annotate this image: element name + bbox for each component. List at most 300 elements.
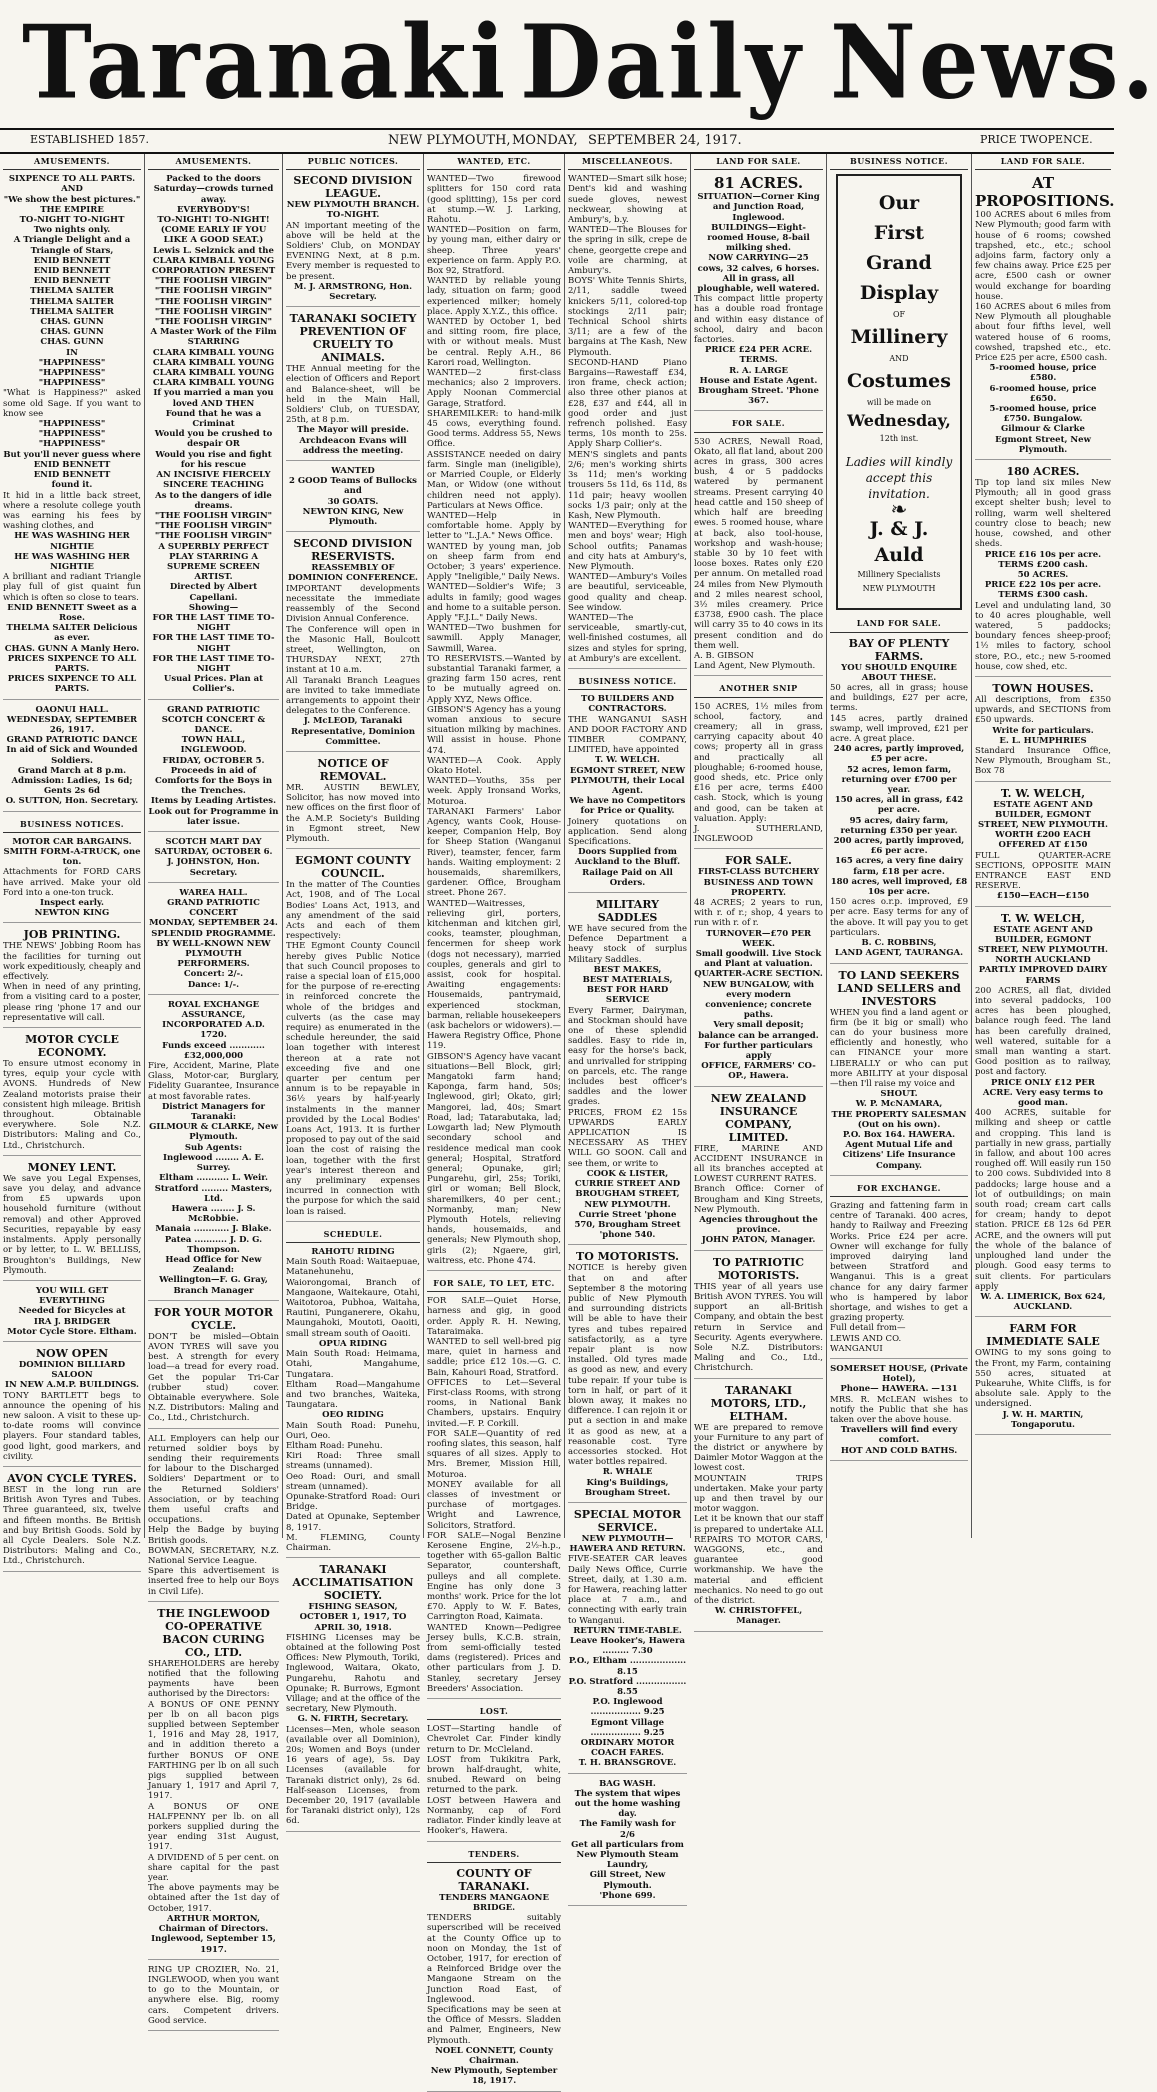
town-houses-ad <box>975 682 1111 782</box>
text-line: T. H. BRANSGROVE. <box>578 1758 677 1769</box>
motor-service-ad <box>568 1508 687 1774</box>
tenders-heading: TENDERS. <box>427 1847 561 1863</box>
text-line: King's Buildings, Brougham Street. <box>584 1477 671 1498</box>
text-line: ESTATE AGENT AND BUILDER, EGMONT STREET, NEW PLYMOUTH. <box>978 924 1108 955</box>
ad-line: OF <box>892 310 906 320</box>
text-line: Grand March at 8 p.m. <box>17 765 127 776</box>
text-line: FOR THE LAST TIME TO-NIGHT <box>152 653 275 674</box>
text-line: THELMA SALTER <box>30 286 114 297</box>
text-line: In the matter of The Counties Act, 1908, and of The Local Bodies' Loans Act, 1913, and any amendment of the said Acts and each of them respectively: <box>286 880 420 942</box>
text-line: "HAPPINESS" <box>38 378 106 389</box>
text-line: 48 ACRES; 2 years to run, with r. of r.; shop, 4 years to run with r. of r. <box>694 898 823 929</box>
text-line: M. FLEMING, County Chairman. <box>286 1532 420 1553</box>
text-line: Two nights only. <box>33 225 111 236</box>
text-line: Archdeacon Evans will address the meeting. <box>299 435 407 456</box>
text-line: TO LAND SEEKERS LAND SELLERS and INVESTORS <box>837 968 961 1008</box>
text-line: TO-NIGHT TO-NIGHT <box>19 215 125 226</box>
text-line: CHAS. GUNN A Manly Hero. <box>4 643 140 654</box>
text-line: BEST MATERIALS, <box>582 975 673 986</box>
text-line: The Conference will open in the Masonic Hall, Boulcott street, Wellington, on THURSDAY NEXT, 27th instant at 10 a.m. <box>286 624 420 676</box>
somerset-house-ad <box>830 1364 968 1461</box>
text-line: Tip top land six miles New Plymouth; all in good grass except shelter bush; level to rolling, warm well sheltered country close to beach; new house, cowshed, and other sheds. <box>975 478 1111 550</box>
text-line: G. N. FIRTH, Secretary. <box>297 1714 409 1725</box>
text-line: FOR SALE—Quiet Horse, harness and gig, in good order. Apply R. H. Newing, Tataraimaka. <box>427 1296 561 1337</box>
text-line: Usual Prices. Plan at Collier's. <box>163 674 264 695</box>
ad-line: Millinery <box>850 326 948 349</box>
text-line: LEWIS AND CO. <box>830 1333 902 1344</box>
text-line: Main South Road: Waitaepuae, Matanehunehu, Waiorongomai, Branch of Mangaone, Waitekaure, Otahi, Waitotoroa, Pubhoa, Waitaha, Rautini, Punganerere, Okahu, Maungahoki, Moutoti, Oaoiti, small stream south of Oaoiti. <box>286 1257 420 1339</box>
text-line: TO BUILDERS AND CONTRACTORS. <box>581 694 674 715</box>
text-line: "THE FOOLISH VIRGIN" <box>154 306 273 317</box>
place-name: NEW PLYMOUTH, <box>388 133 511 148</box>
text-line: All descriptions, from £350 upwards, and SECTIONS from £50 upwards. <box>975 694 1111 726</box>
text-line: ALL Employers can help our returned soldier boys by sending their requirements for labour to the Discharged Soldiers' Department or to the Returned Soldiers' Association, or by teaching them useful crafts and occupations. <box>148 1433 279 1526</box>
text-line: FOR THE LAST TIME TO-NIGHT <box>152 612 275 634</box>
builders-notice <box>568 694 687 893</box>
text-line: WHEN you find a land agent or firm (be it big or small) who can do your business more efficiently and honestly, who can FINANCE your more LIBERALLY or who can put more ABILITY at your disposal—then I'll raise my voice and <box>830 1007 968 1089</box>
text-line: PRICES, FROM £2 15s UPWARDS EARLY APPLICATION IS NECESSARY AS THEY WILL GO SOON. Call and see them, or write to <box>568 1107 687 1169</box>
text-line: A BONUS OF ONE HALFPENNY per lb. on all porkers supplied during the year ending 31st August, 1917. <box>148 1801 279 1853</box>
text-line: Head Office for New Zealand: <box>165 1254 262 1276</box>
text-line: WANTED—Waitresses, relieving girl, porters, kitchenman and kitchen girl, cooks, teamster, ploughman, fencermen for sheep work (dogs not necessary), married couples, generals and girl to assist, cook for hospital. Awaiting engagements: Housemaids, pantrymaid, experienced stockman, barman, reliable housekeepers (ask bachelors or widowers).—Hawera Registry Office, Phone 119. <box>427 898 561 1052</box>
text-line: WANTED—Everything for men and boys' wear; High School outfits; Panamas and city hats at Ambury's, New Plymouth. <box>568 521 687 572</box>
text-line: "HAPPINESS" <box>38 368 106 379</box>
text-line: 52 acres, lemon farm, returning over £700 per year. <box>841 764 957 796</box>
text-line: GILMOUR & CLARKE, New Plymouth. <box>149 1122 278 1143</box>
text-line: 100 ACRES about 6 miles from New Plymouth; good farm with house of 6 rooms; cowshed trapshed, etc., etc.; school adjoins farm, factory only a few chains away. Price £25 per acre, £500 cash or owner would exchange for boarding house. <box>975 210 1111 302</box>
text-line: NOTICE OF REMOVAL. <box>317 756 389 783</box>
text-line: Funds exceed ............ £32,000,000 <box>162 1040 265 1061</box>
text-line: Attachments for FORD CARS have arrived. Make your old Ford into a one-ton truck. <box>3 867 141 898</box>
text-line: AVON CYCLE TYRES. <box>7 1471 137 1485</box>
employers-notice <box>148 1434 279 1602</box>
dateline-bar <box>0 128 1114 154</box>
farm-sale-ad <box>975 1322 1111 1435</box>
text-line: Patea ........... J. D. G. Thompson. <box>164 1234 263 1255</box>
text-line: GRAND PATRIOTIC DANCE <box>6 735 138 746</box>
text-line: PRICE ONLY £12 PER ACRE. Very easy terms to good man. <box>982 1077 1104 1109</box>
ad-line: Ladies will kindly <box>845 455 953 470</box>
text-line: TO RESERVISTS.—Wanted by substantial Taranaki farmer, a grazing farm 150 acres, rent to be mutually agreed on. Apply XYZ, News Office. <box>427 653 561 705</box>
text-line: E. L. HUMPHRIES <box>999 735 1087 746</box>
text-line: THE PROPERTY SALESMAN (Out on his own). <box>831 1109 967 1130</box>
text-line: P.O., Eltham ................... 8.15 <box>568 1656 687 1677</box>
text-line: WAREA HALL. <box>179 887 248 898</box>
text-line: OPUA RIDING <box>319 1338 387 1349</box>
text-line: SHAREMILKER: to hand-milk 45 cows, everything found. Good terms. Address 55, News Office. <box>427 408 561 450</box>
text-line: Motor Cycle Store. Eltham. <box>7 1326 137 1337</box>
text-line: FIRST-CLASS BUTCHERY BUSINESS AND TOWN PROPERTY. <box>697 867 820 898</box>
text-line: OFFICES to Let—Several First-class Rooms, with strong rooms, in National Bank Chambers, upstairs. Enquiry invited.—F. P. Corkill. <box>427 1377 561 1429</box>
text-line: Items by Leading Artistes. <box>150 796 277 807</box>
ad-line: Display <box>859 282 939 305</box>
text-line: WANTED to sell well-bred pig mare, quiet in harness and saddle; price £12 10s.—G. C. Bain, Kahouri Road, Stratford. <box>427 1336 561 1378</box>
text-line: Spare this advertisement is inserted free to help our Boys in Civil Life). <box>148 1566 279 1597</box>
text-line: "HAPPINESS" <box>38 429 106 440</box>
text-line: ENID BENNETT <box>33 266 111 277</box>
text-line: CLARA KIMBALL YOUNG <box>152 368 275 379</box>
text-line: WANTED—Two firewood splitters for 150 cord rata (good splitting), 15s per cord at stump.—W. J. Larking, Rahotu. <box>427 174 561 226</box>
text-line: PRICES SIXPENCE TO ALL PARTS. <box>7 653 137 674</box>
text-line: Get all particulars from <box>571 1839 684 1850</box>
column-5 <box>565 154 691 1901</box>
scotch-concert-ad <box>148 705 279 832</box>
text-line: ARTHUR MORTON, Chairman of Directors. <box>158 1913 269 1935</box>
text-line: FIRE, MARINE AND ACCIDENT INSURANCE in all its branches accepted at LOWEST CURRENT RATES. <box>694 1143 823 1185</box>
text-line: This compact little property has a double road frontage and within easy distance of school, dairy and bacon factories. <box>694 294 823 346</box>
tender-notice <box>427 1867 561 2092</box>
text-line: 160 ACRES about 6 miles from New Plymouth all ploughable about four fifths level, well watered house of 6 rooms, cowshed, trapshed etc., etc. Price £25 per acre, £500 cash. <box>975 302 1111 364</box>
established-year: ESTABLISHED 1857. <box>30 133 149 146</box>
text-line: WANTED <box>331 466 375 477</box>
text-line: "HAPPINESS" <box>38 439 106 450</box>
text-line: RETURN TIME-TABLE. <box>573 1625 682 1636</box>
text-line: 6-roomed house, price £650. <box>989 383 1097 404</box>
text-line: 150 acres, all in grass, £42 per acre. <box>834 795 964 816</box>
text-line: WANTED Known—Pedigree Jersey bulls, K.C.B. strain, from semi-officially tested dams (registered). Prices and other particulars from J. D. Stanley, secretary Jersey Breeders' Association. <box>427 1622 561 1694</box>
text-line: TURNOVER—£70 PER WEEK. <box>705 928 812 949</box>
text-line: 81 ACRES. <box>713 174 804 193</box>
text-line: J. SUTHERLAND, INGLEWOOD <box>694 823 823 845</box>
text-line: £150—EACH—£150 <box>996 891 1090 902</box>
for-sale-heading: FOR SALE, TO LET, ETC. <box>427 1276 561 1292</box>
text-line: A Master Work of the Film <box>150 327 277 338</box>
column-heading: MISCELLANEOUS. <box>568 154 687 170</box>
text-line: BOYS' White Tennis Shirts, 2/11, saddle tweed knickers 5/11, colored-top stockings 2/11 pair; Technical School shirts 3/11; are a few of the bargains at The Kash, New Plymouth. <box>568 276 687 358</box>
text-line: FULL QUARTER-ACRE SECTIONS, OPPOSITE MAIN ENTRANCE EAST END RESERVE. <box>975 850 1111 892</box>
text-line: If you married a man you loved AND THEN <box>153 388 274 409</box>
another-snip-heading: ANOTHER SNIP <box>694 681 823 697</box>
text-line: RAHOTU RIDING <box>311 1247 395 1258</box>
81-acres-ad <box>694 174 823 411</box>
text-line: The Mayor will preside. <box>297 425 409 436</box>
text-line: JOHN PATON, Manager. <box>701 1235 816 1246</box>
text-line: "THE FOOLISH VIRGIN" <box>154 531 273 542</box>
text-line: Land Agent, New Plymouth. <box>694 661 816 672</box>
text-line: SECOND DIVISION LEAGUE. <box>293 174 413 201</box>
text-line: FOR SALE—Quantity of red roofing slates, this season, half squares of all sizes. Apply to Mrs. Bremer, Mission Hill, Moturoa. <box>427 1428 561 1480</box>
business-notices-heading: BUSINESS NOTICES. <box>3 817 141 833</box>
wanted-bullocks-ad <box>286 466 420 532</box>
text-line: Proceeds in aid of Comforts for the Boys in the Trenches. <box>154 765 273 797</box>
text-line: WORTH £200 EACH <box>995 830 1091 841</box>
text-line: Main South Road: Punehu, Ouri, Oeo. <box>286 1420 420 1441</box>
north-auckland-ad <box>975 912 1111 1318</box>
text-line: T. W. WELCH, <box>1000 911 1086 925</box>
text-line: A Triangle Delight and a Triangle of Stars, <box>13 235 131 256</box>
text-line: Manaia ............ J. Blake. <box>155 1224 272 1235</box>
masthead-title-daily: Daily <box>520 3 804 123</box>
text-line: New Plymouth Steam Laundry, <box>576 1850 679 1871</box>
text-line: IN NEW A.M.P. BUILDINGS. <box>4 1380 139 1391</box>
text-line: ENID BENNETT <box>33 276 111 287</box>
weekday: MONDAY, <box>512 133 578 148</box>
text-line: Dated at Opunake, September 8, 1917. <box>286 1512 420 1533</box>
empire-ad <box>3 174 141 699</box>
text-line: "THE FOOLISH VIRGIN" <box>154 296 273 307</box>
text-line: TO-NIGHT. <box>326 210 380 221</box>
text-line: FOR SALE. <box>725 854 792 868</box>
oaonui-dance-ad <box>3 705 141 812</box>
text-line: W. A. LIMERICK, Box 624, AUCKLAND. <box>980 1291 1106 1313</box>
text-line: W. P. McNAMARA, <box>855 1099 943 1110</box>
text-line: "THE FOOLISH VIRGIN" <box>154 276 273 287</box>
masthead <box>0 0 1157 128</box>
text-line: LAND AGENT, TAURANGA. <box>834 948 964 959</box>
text-line: TARANAKI SOCIETY PREVENTION OF CRUELTY TO ANIMALS. <box>289 312 417 365</box>
text-line: 180 acres, well improved, £8 10s per acre. <box>830 876 968 898</box>
text-line: BEST MAKES, <box>593 964 662 975</box>
text-line: YOU WILL GET EVERYTHING <box>35 1285 109 1307</box>
text-line: CLARA KIMBALL YOUNG <box>152 357 275 368</box>
text-line: Railage Paid on All Orders. <box>582 867 673 888</box>
text-line: Egmont Village ................. 9.25 <box>590 1717 665 1738</box>
text-line: SPLENDID PROGRAMME. <box>151 928 276 939</box>
text-line: NOW OPEN <box>35 1346 109 1360</box>
text-line: J. McLEOD, Taranaki Representative, Dominion Committee. <box>290 716 416 747</box>
text-line: SIXPENCE TO ALL PARTS. <box>8 174 136 185</box>
text-line: FOR SALE—Nogal Benzine Kerosene Engine, 2½-h.p., together with 65-gallon Baltic Separator, countershaft, pulleys and all complete. Engine has only done 3 months' work. Price for the lot £70. Apply to W. F. Bates, Carrington Road, Kaimata. <box>427 1530 561 1623</box>
text-line: M. J. ARMSTRONG, Hon. Secretary. <box>293 281 413 303</box>
text-line: WE are prepared to remove your Furniture to any part of the district or anywhere by Daimler Motor Waggon at the lowest cost. <box>694 1422 823 1474</box>
text-line: 5-roomed house, price £750. Bungalow. <box>989 404 1097 425</box>
text-line: WANTED—Smart silk hose; Dent's kid and washing suede gloves, newest neckwear, showing at Ambury's, b.y. <box>568 174 687 226</box>
warea-concert-ad <box>148 888 279 995</box>
column-2 <box>145 154 283 2026</box>
text-line: BAG WASH. <box>599 1778 656 1789</box>
text-line: House and Estate Agent. <box>699 375 818 386</box>
ad-line: AND <box>889 354 909 364</box>
text-line: HOT AND COLD BATHS. <box>840 1445 958 1456</box>
text-line: Level and undulating land, 30 to 40 acres ploughable, well watered, 5 paddocks; boundary fences sheep-proof; 1½ miles to factory, school store, P.O., etc.; new 5-roomed house, cow shed, etc. <box>975 600 1111 672</box>
text-line: SCOTCH MART DAY <box>165 837 262 847</box>
text-line: NEWTON KING, New Plymouth. <box>302 506 404 528</box>
text-line: THE NEWS' Jobbing Room has the facilities for turning out work expeditiously, cheaply and effectively. <box>3 941 141 983</box>
text-line: Eltham Road: Punehu. <box>286 1440 383 1451</box>
text-line: NEW PLYMOUTH—HAWERA AND RETURN. <box>569 1533 686 1555</box>
text-line: Inglewood, September 15, 1917. <box>151 1934 276 1955</box>
530-acres-ad <box>694 437 823 677</box>
text-line: WE have secured from the Defence Department a heavy stock of surplus Military Saddles. <box>568 924 687 965</box>
royal-exchange-ad <box>148 1000 279 1301</box>
text-line: 240 acres, partly improved, £5 per acre. <box>833 744 965 765</box>
text-line: Let it be known that our staff is prepared to undertake ALL REPAIRS TO MOTOR CARS, WAGGONS, etc., and guarantee good workmanship. We have the material and efficient mechanics. No need to go out of the district. <box>694 1514 823 1606</box>
ornament-icon: ❧ <box>890 497 908 522</box>
text-line: WANTED—Soldier's Wife; 3 adults in family; good wages and home to a suitable person. Apply "F.J.L." Daily News. <box>427 582 561 623</box>
text-line: MONEY available for all classes of investment or purchase of mortgages. Wright and Lawrence, Solicitors, Stratford. <box>427 1479 561 1531</box>
text-line: LOST—Starting handle of Chevrolet Car. Finder kindly return to Dr. McCleland. <box>427 1724 561 1755</box>
text-line: TARANAKI MOTORS, LTD., ELTHAM. <box>710 1383 807 1423</box>
text-line: WANTED—The Blouses for the spring in silk, crepe de chene, georgette crepe and voile are charming, at Ambury's. <box>568 225 687 277</box>
bay-of-plenty-ad <box>830 637 968 964</box>
column-6 <box>691 154 827 1627</box>
text-line: Main South Road: Heimama, Otahi, Mangahume, Tungatara. <box>286 1349 420 1380</box>
text-line: 200 ACRES, all flat, divided into several paddocks, 100 acres has been ploughed, balance rough feed. The land has been carefully drained, well watered, suitable for a small man wanting a start. Good position as to railway, post and factory. <box>975 985 1111 1078</box>
text-line: HE WAS WASHING HER NIGHTIE <box>14 531 130 552</box>
text-line: YOU SHOULD ENQUIRE ABOUT THESE. <box>841 662 957 683</box>
text-line: WANTED—Youths, 35s per week. Apply Ironsand Works, Moturoa. <box>427 776 561 807</box>
text-line: TENDERS MANGAONE BRIDGE. <box>439 1892 549 1913</box>
money-lent-ad <box>3 1161 141 1281</box>
text-line: OFFERED AT £150 <box>998 840 1088 851</box>
text-line: CHAS. GUNN <box>40 337 104 348</box>
text-line: DOMINION BILLIARD SALOON <box>18 1359 126 1381</box>
for-sale-classifieds <box>427 1296 561 1699</box>
text-line: O. SUTTON, Hon. Secretary. <box>5 796 139 807</box>
text-line: EVERYBODY'S! <box>176 204 251 215</box>
text-line: TENDERS suitably superscribed will be received at the County Office up to noon on Monday, the 1st of October, 1917, for erection of a Reinforced Bridge over the Mangaone Stream on the Junction Road East, of Inglewood. <box>427 1913 561 2005</box>
ad-line: Grand <box>866 252 932 275</box>
text-line: "THE FOOLISH VIRGIN" <box>154 286 273 297</box>
text-line: Currie Street 'phone 570, Brougham Street 'phone 540. <box>574 1209 681 1241</box>
text-line: 530 ACRES, Newall Road, Okato, all flat land, about 200 acres in grass, 300 acres bush, 4 or 5 paddocks watered by permanent streams. Present carrying 40 head cattle and 150 sheep of which half are breeding ewes. 5 roomed house, whare at back, also tool-house, workshop and wash-house; stable 30 by 10 feet with loose boxes. Rates only £20 per annum. On metalled road 24 miles from New Plymouth and 2 miles nearest school, 3½ miles creamery. Price £3738, £900 cash. The place will carry 35 to 40 cows in its present condition and do them well. <box>694 436 823 651</box>
issue-date: SEPTEMBER 24, 1917. <box>588 133 742 148</box>
text-line: TO-NIGHT! TO-NIGHT! <box>157 215 270 226</box>
text-line: Eltham Road—Mangahume and two branches, Waiteka, Taungatara. <box>286 1379 420 1411</box>
text-line: MR. AUSTIN BEWLEY, Solicitor, has now moved into new offices on the first floor of the A.M.P. Society's Building in Egmont street, New Plymouth. <box>286 782 420 844</box>
text-line: Every Farmer, Dairyman, and Stockman should have one of these splendid saddles. Easy to ride in, easy for the horse's back, and unrivalled for stripping on parcels, etc. The range includes best officer's saddles and the lower grades. <box>568 1005 687 1108</box>
scotch-mart-ad <box>148 837 279 883</box>
text-line: MONDAY, SEPTEMBER 24. <box>149 918 278 929</box>
lost-classifieds <box>427 1724 561 1841</box>
text-line: A BONUS OF ONE PENNY per lb on all bacon pigs supplied between September 1, 1916 and May 28, 1917, and in addition thereto a further BONUS OF ONE FARTHING per lb on all such pigs supplied between January 1, 1917 and April 7, 1917. <box>148 1699 279 1802</box>
text-line: 2/6 <box>620 1829 635 1840</box>
text-line: FOR THE LAST TIME TO-NIGHT <box>152 633 275 654</box>
land-for-sale-heading: LAND FOR SALE. <box>830 616 968 632</box>
text-line: NEW ZEALAND INSURANCE COMPANY, LIMITED. <box>710 1091 807 1144</box>
text-line: OFFICE, FARMERS' CO-OP., Hawera. <box>701 1061 816 1082</box>
column-3 <box>283 154 424 1827</box>
text-line: Write for particulars. <box>992 725 1094 736</box>
text-line: GIBSON'S Agency have vacant situations—Bell Block, girl; Mangatoki farm hand; Kaponga, farm hand, 50s; Inglewood, girl; Okato, girl; Mangorei, lad, 40s; Smart Road, lad; Tatarabutaka, lad; Lowgarth lad; New Plymouth secondary school and residence medical man cook general; Hospital, Stratford general; Opunake, girl; Pungarehu, girl, 25s; Toriki, girl or woman; Bell Block, sharemilkers, 40 per cent.; Normanby, man; New Plymouth Hotels, relieving hands, housemaids, and generals; New Plymouth shop, girls (2); Ngaere, girl, waitress, etc. Phone 474. <box>427 1051 561 1266</box>
text-line: WANTED—Help in comfortable home. Apply by letter to "L.J.A." News Office. <box>427 510 561 542</box>
text-line: CHAS. GUNN <box>40 317 104 328</box>
text-line: SHAREHOLDERS are hereby notified that the following payments have been authorised by the Directors: <box>148 1658 279 1700</box>
text-line: SMITH FORM-A-TRUCK, one ton. <box>3 847 141 868</box>
text-line: THE WANGANUI SASH AND DOOR FACTORY AND TIMBER COMPANY, LIMITED, have appointed <box>568 714 687 756</box>
schedule-heading: SCHEDULE. <box>286 1227 420 1243</box>
text-line: FISHING Licenses may be obtained at the following Post Offices: New Plymouth, Toriki, Inglewood, Waitara, Okato, Pungarehu, Rahotu and Opunake; R. Burrows, Egmont Village; and at the office of the secretary, New Plymouth. <box>286 1632 420 1715</box>
text-line: MEN'S singlets and pants 2/6; men's working shirts 3s 11d; men's working trousers 5s 11d, 6s 11d, 8s 11d pair; heavy woollen socks 1/3 pair; only at the Kash, New Plymouth. <box>568 449 687 521</box>
text-line: Dance: 1/-. <box>187 979 240 990</box>
text-line: GIBSON'S Agency has a young woman anxious to secure situation milking by machines. Will assist in house. Phone 474. <box>427 704 561 756</box>
text-line: 200 acres, partly improved, £6 per acre. <box>833 836 965 857</box>
text-line: "HAPPINESS" <box>38 419 106 430</box>
text-line: Small goodwill. Live Stock and Plant at valuation. <box>695 949 822 970</box>
text-line: THE INGLEWOOD CO-OPERATIVE BACON CURING CO., LTD. <box>157 1606 270 1659</box>
text-line: R. A. LARGE <box>729 365 788 376</box>
text-line: THE Egmont County Council hereby gives Public Notice that such Council proposes to raise a special loan of £15,000 for the purpose of re-erecting in reinforced concrete the whole of the bridges and culverts (as the case may require) as enumerated in the schedule hereunder, the said loan together with interest thereon at a rate not exceeding five and one quarter per centum per annum is to be repayable in 36½ years by half-yearly instalments in the manner provided by the Local Bodies' Loans Act, 1913. It is further proposed to pay out of the said loan the cost of raising the loan, together with the first year's interest thereon and any preliminary expenses incurred in connection with the purpose for which the said loan is raised. <box>286 941 420 1217</box>
text-line: NEW PLYMOUTH BRANCH. <box>286 200 420 211</box>
text-line: New Plymouth, September 18, 1917. <box>430 2066 558 2087</box>
text-line: PRICE £24 PER ACRE. <box>704 345 813 356</box>
text-line: NOW CARRYING—25 cows, 32 calves, 6 horses. <box>697 253 820 274</box>
text-line: Doors Supplied from Auckland to the Bluff. <box>574 847 681 868</box>
column-heading: WANTED, ETC. <box>427 154 561 170</box>
text-line: Packed to the doors Saturday—crowds turned away. <box>153 174 274 205</box>
ad-line: Our <box>878 192 920 215</box>
text-line: BOWMAN, SECRETARY, N.Z. National Service League. <box>148 1545 279 1566</box>
text-line: TO MOTORISTS. <box>576 1250 679 1264</box>
text-line: SOMERSET HOUSE, (Private Hotel), <box>830 1364 968 1385</box>
text-line: Branch Office: Corner of Brougham and King Streets, New Plymouth. <box>694 1184 823 1215</box>
text-line: 50 ACRES. <box>1017 569 1069 580</box>
text-line: District Managers for Taranaki: <box>161 1101 266 1123</box>
masthead-title-news: News. <box>830 3 1157 123</box>
text-line: TARANAKI ACCLIMATISATION SOCIETY. <box>292 1563 414 1603</box>
text-line: 165 acres, a very fine dairy farm, £18 per acre. <box>835 856 963 877</box>
text-line: (COME EARLY IF YOU LIKE A GOOD SEAT.) <box>160 225 267 246</box>
text-line: MOTOR CYCLE ECONOMY. <box>25 1033 119 1060</box>
text-line: ORDINARY MOTOR COACH FARES. <box>580 1738 675 1759</box>
text-line: The system that wipes out the home washing day. <box>574 1788 681 1820</box>
ad-line: will be made on <box>866 398 932 408</box>
text-line: Needed for Bicycles at <box>18 1306 126 1317</box>
price: PRICE TWOPENCE. <box>980 133 1093 146</box>
text-line: 2 GOOD Teams of Bullocks and <box>289 476 417 497</box>
text-line: Stratford ......... Masters, Ltd. <box>154 1183 273 1204</box>
text-line: 150 ACRES, 1½ miles from school, factory, and creamery; all in grass, carrying capacity about 40 cows; property all in grass and practically all ploughable; 6-roomed house, good sheds, etc. Price only £16 per acre, terms £400 cash. Stock, which is young and good, can be taken at valuation. Apply: <box>694 701 823 824</box>
text-line: J. W. H. MARTIN, Tongaporutu. <box>1002 1409 1084 1430</box>
text-line: Travellers will find every comfort. <box>840 1425 958 1446</box>
text-line: "What is Happiness?" asked some old Sage. If you want to know see <box>3 388 141 419</box>
text-line: A DIVIDEND of 5 per cent. on share capital for the past year. <box>148 1852 279 1884</box>
column-heading: AMUSEMENTS. <box>3 154 141 170</box>
for-exchange-heading: FOR EXCHANGE. <box>830 1181 968 1197</box>
text-line: COUNTY OF TARANAKI. <box>456 1866 532 1893</box>
text-line: THE Annual meeting for the election of Officers and Report and Balance-sheet, will be held in the Main Hall, Soldiers' Club, on TUESDAY, 25th, at 8 p.m. <box>286 364 420 426</box>
text-line: Would you rise and fight for his rescue <box>155 449 272 470</box>
egmont-county-notice <box>286 854 420 1222</box>
text-line: CURRIE STREET AND BROUGHAM STREET, NEW PLYMOUTH. <box>574 1179 681 1210</box>
text-line: Grazing and fattening farm in centre of Taranaki. 400 acres, handy to Railway and Freezing Works. Price £24 per acre. Owner will exchange for fully improved dairying land between Stratford and Wanganui. This is a great chance for any dairy farmer who is hampered by labor shortage, and wishes to get a grazing property. <box>830 1200 968 1324</box>
text-line: LOST from Tukikitra Park, brown half-draught, white, snubed. Reward on being returned to the park. <box>427 1754 561 1796</box>
text-line: A brilliant and radiant Triangle play full of gist quaint fun which is often so close to tears. <box>3 572 141 603</box>
text-line: 400 ACRES, suitable for milking and sheep or cattle and cropping. This land is partially in new grass, partially in fallow, and about 100 acres roughed off. Will easily run 150 to 200 cows. Subdivided into 8 paddocks; large house and a lot of outbuildings; on main south road; cream cart calls for cream; handy to depot station. PRICE £8 12s 6d PER ACRE, and the owners will put the whole of the balance of unploughed land under the plough. Good easy terms to suit clients. For particulars apply <box>975 1108 1111 1292</box>
schedule-list <box>286 1247 420 1558</box>
text-line: AN INCISIVE FIERCELY SINCERE TEACHING <box>156 470 271 491</box>
crozier-ad <box>148 1965 279 2031</box>
text-line: SPECIAL MOTOR SERVICE. <box>573 1507 682 1534</box>
propositions-ad <box>975 174 1115 460</box>
text-line: Leave Hooker's, Hawera ......... 7.30 <box>570 1636 685 1657</box>
text-line: COOK & LISTER, <box>586 1168 669 1179</box>
text-line: "THE FOOLISH VIRGIN" <box>154 510 273 521</box>
military-saddles-ad <box>568 898 687 1245</box>
ad-line: First <box>873 222 925 245</box>
text-line: TERMS. <box>739 355 778 366</box>
cruelty-society-notice <box>286 312 420 461</box>
text-line: NEWTON KING <box>34 908 110 919</box>
for-sale-heading: FOR SALE. <box>694 416 823 432</box>
text-line: NOTICE is hereby given that on and after September 8 the motoring public of New Plymouth and surrounding districts will be able to have their tyres and tubes repaired satisfactorily, as a tyre repair plant is now installed. Old tyres made as good as new, and every tube repair. If your tube is torn in half, or part of it blown away, it makes no difference. I can rejoin it or put a section in and make it as good as new, at a reasonable cost. Tyre accessories stocked. Hot water bottles repaired. <box>568 1263 687 1468</box>
text-line: All in grass, all ploughable, well watered. <box>697 273 820 295</box>
text-line: "HAPPINESS" <box>38 357 106 368</box>
text-line: BAY OF PLENTY FARMS. <box>848 636 950 663</box>
text-line: We have no Competitors for Price or Quality. <box>569 796 686 817</box>
text-line: Inglewood ........ A. E. Surrey. <box>163 1152 264 1174</box>
text-line: EGMONT STREET, NEW PLYMOUTH, their Local Agent. <box>569 765 686 796</box>
text-line: Very small deposit; balance can be arranged. <box>698 1020 819 1041</box>
text-line: Sub Agents: <box>184 1142 243 1153</box>
business-notice-heading: BUSINESS NOTICE. <box>568 674 687 690</box>
text-line: IRA J. BRIDGER <box>33 1316 111 1327</box>
text-line: FRIDAY, OCTOBER 5. <box>162 755 265 766</box>
ad-line: Millinery Specialists <box>857 570 941 580</box>
text-line: GRAND PATRIOTIC SCOTCH CONCERT & DANCE. <box>161 704 266 735</box>
text-line: FOR YOUR MOTOR CYCLE. <box>153 1305 274 1332</box>
reservists-notice <box>286 537 420 752</box>
